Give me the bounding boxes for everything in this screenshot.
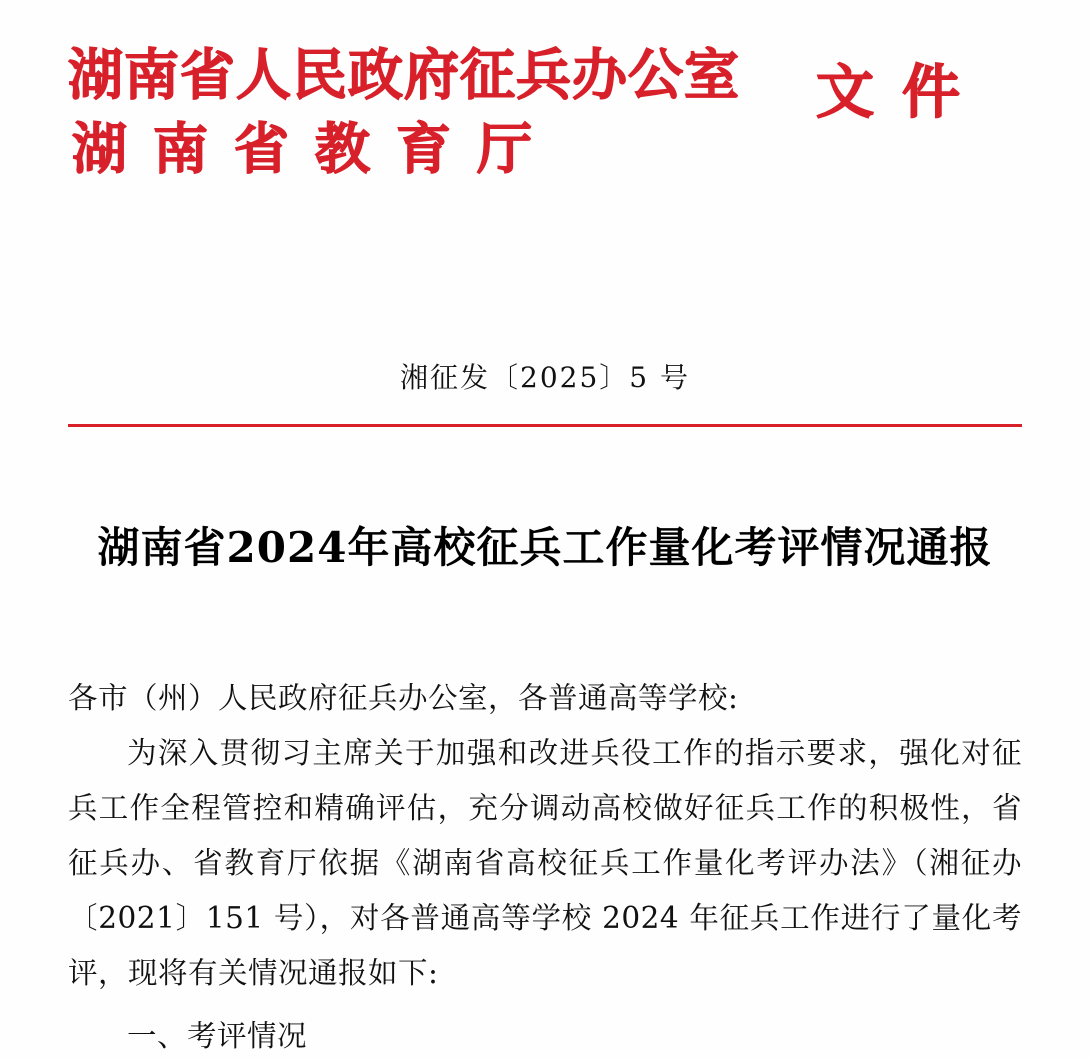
document-body bbox=[68, 671, 1022, 1053]
masthead-issuer-lines bbox=[68, 38, 740, 186]
body-paragraph-1: 为深入贯彻习主席关于加强和改进兵役工作的指示要求，强化对征兵工作全程管控和精确评估，充分调动高校做好征兵工作的积极性，省征兵办、省教育厅依据《湖南省高校征兵工作量化考评办法》（湘征办〔2021〕151 号），对各普通高等学校 2024 年征兵工作进行了量化考评，现将有关情况通报如下: bbox=[68, 736, 1022, 990]
masthead-document-badge: 文件 bbox=[815, 58, 988, 126]
masthead-line-2: 湖南省教育厅 bbox=[72, 116, 559, 181]
masthead bbox=[68, 0, 1022, 238]
red-divider-rule bbox=[68, 424, 1022, 427]
body-salutation: 各市（州）人民政府征兵办公室，各普通高等学校: bbox=[68, 681, 739, 715]
body-next-heading-partial: 一、考评情况 bbox=[127, 1019, 308, 1053]
document-number: 湘征发〔2025〕5 号 bbox=[400, 361, 690, 394]
masthead-line-1: 湖南省人民政府征兵办公室 bbox=[68, 42, 741, 107]
page-title: 湖南省2024年高校征兵工作量化考评情况通报 bbox=[97, 523, 993, 572]
